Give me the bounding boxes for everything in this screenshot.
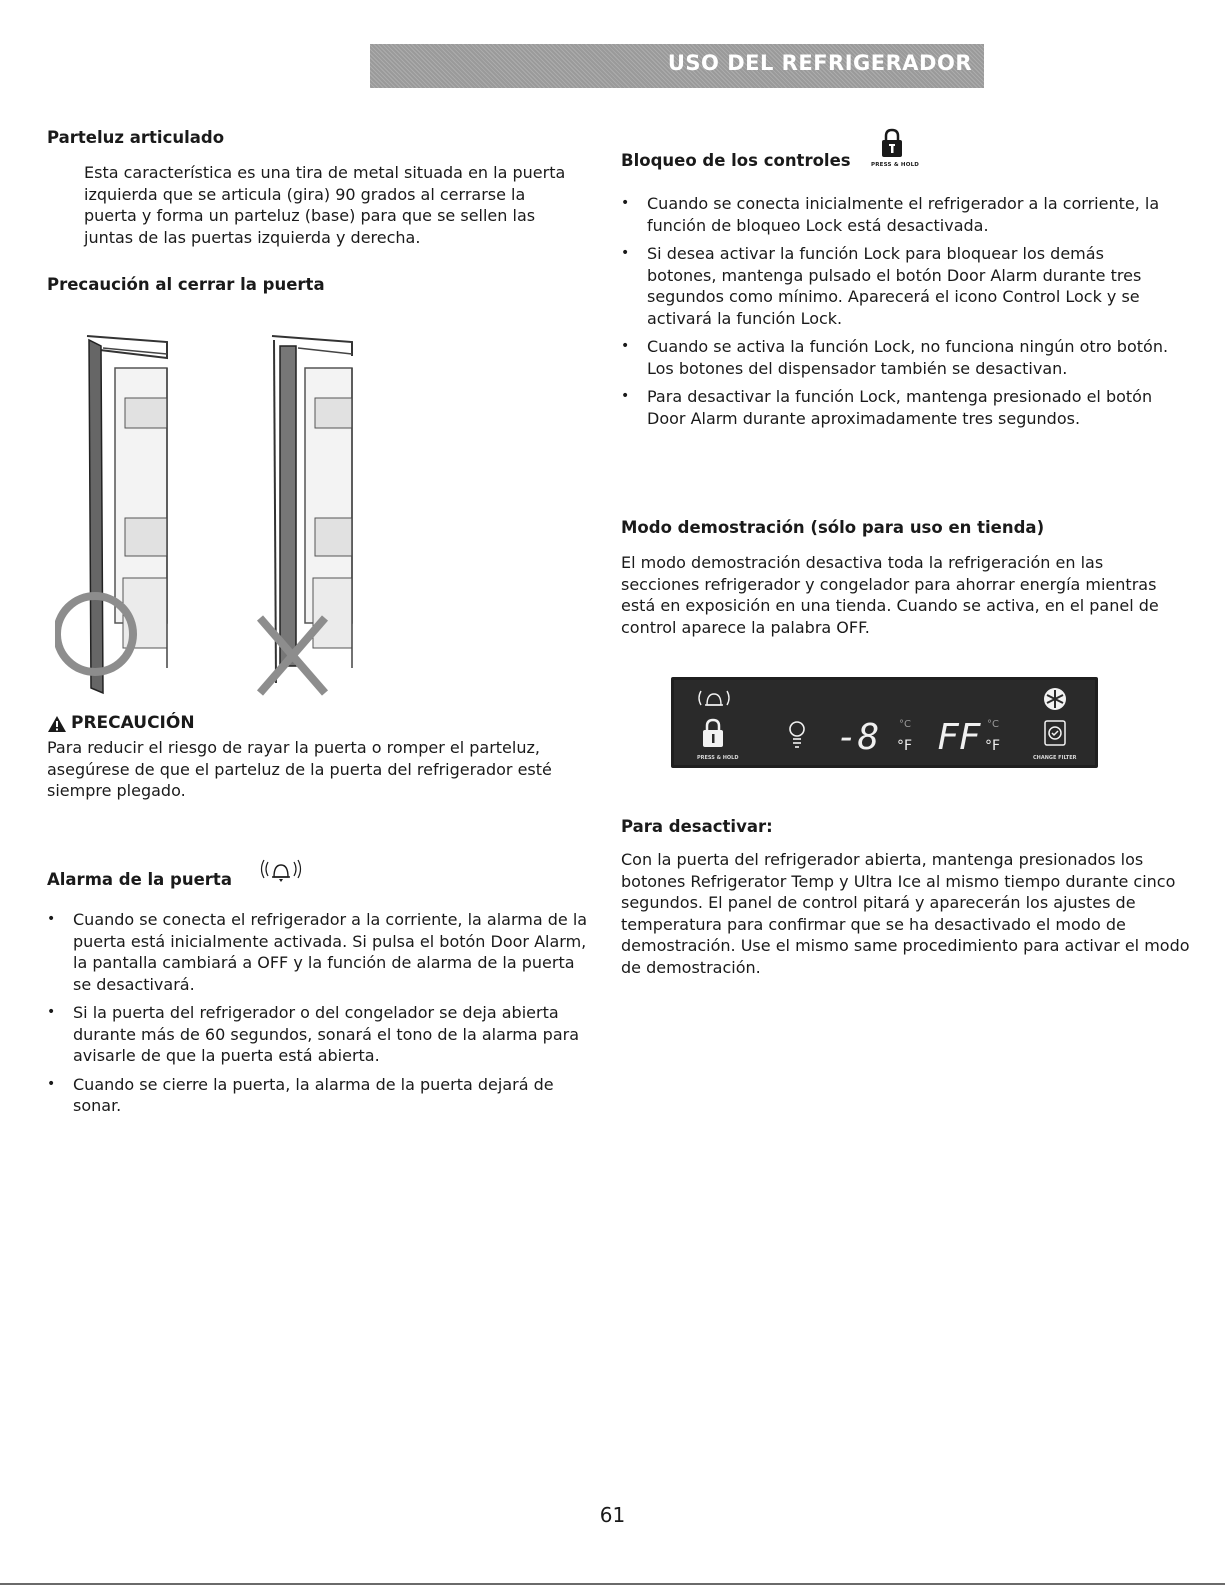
freezer-unit-c: °C [987,719,999,730]
freezer-temp-display: FF [937,717,981,758]
list-item: • Si la puerta del refrigerador o del congelador se deja abierta durante más de 60 segundos, sonará el tono de la alarma para avisarle de que la puerta está abierta. [47,1002,595,1067]
deactivate-body: Con la puerta del refrigerador abierta, mantenga presionados los botones Refrigerator Temp y Ultra Ice al mismo tiempo durante cinco segundos. El panel de control pitará y aparecerán los ajustes de temperatura para confirmar que se ha desactivado el modo de demostración. Use el mismo same procedimiento para activar el modo de demostración. [621,850,1190,977]
list-item: • Para desactivar la función Lock, mantenga presionado el botón Door Alarm durante aproximadamente tres segundos. [621,386,1176,429]
warning-triangle-icon [47,715,67,733]
caution-title: PRECAUCIÓN [71,713,195,733]
door-alarm-heading: Alarma de la puerta [47,870,232,889]
closing-caution-heading: Precaución al cerrar la puerta [47,275,325,294]
section-header-bar [370,44,984,88]
list-item: • Cuando se cierre la puerta, la alarma de la puerta dejará de sonar. [47,1074,595,1117]
control-panel-display [671,677,1098,768]
freezer-unit-f: °F [985,738,1001,754]
fridge-unit-c: °C [899,719,911,730]
ultra-ice-icon [1044,688,1066,710]
list-item: • Cuando se conecta inicialmente el refrigerador a la corriente, la función de bloqueo Lock está desactivada. [621,193,1176,236]
section-title: USO DEL REFRIGERADOR [667,51,972,75]
lock-icon-caption: PRESS & HOLD [871,162,920,168]
list-item: • Cuando se activa la función Lock, no funciona ningún otro botón. Los botones del dispensador también se desactivan. [621,336,1176,379]
page-number: 61 [599,1503,626,1527]
change-filter-label: CHANGE FILTER [1033,755,1077,761]
list-item: • Si desea activar la función Lock para bloquear los demás botones, mantenga pulsado el botón Door Alarm durante tres segundos como mínimo. Aparecerá el icono Control Lock y se activará la función Lock. [621,243,1176,329]
control-lock-heading: Bloqueo de los controles [621,151,851,170]
caution-body: Para reducir el riesgo de rayar la puerta o romper el parteluz, asegúrese de que el parteluz de la puerta del refrigerador esté siempre plegado. [47,738,552,800]
mullion-heading: Parteluz articulado [47,128,225,147]
bell-icon [258,857,304,885]
demo-mode-heading: Modo demostración (sólo para uso en tienda) [621,518,1045,537]
door-alarm-list [47,909,595,1124]
press-hold-label: PRESS & HOLD [697,755,739,761]
list-item: • Cuando se conecta el refrigerador a la corriente, la alarma de la puerta está inicialmente activada. Si pulsa el botón Door Alarm, la pantalla cambiará a OFF y la función de alarma de la puerta se desactivará. [47,909,595,995]
mullion-body: Esta característica es una tira de metal situada en la puerta izquierda que se articula (gira) 90 grados al cerrarse la puerta y forma un parteluz (base) para que se sellen las juntas de las puertas izquierda y derecha. [84,163,566,247]
fridge-temp-display: -8 [836,717,880,758]
door-folded-correct-illustration [55,328,190,708]
lock-icon [880,128,904,158]
control-lock-list [621,193,1176,436]
door-unfolded-incorrect-illustration [250,328,370,708]
deactivate-heading: Para desactivar: [621,817,773,836]
demo-mode-body: El modo demostración desactiva toda la refrigeración en las secciones refrigerador y congelador para ahorrar energía mientras está en exposición en una tienda. Cuando se activa, en el panel de control aparece la palabra OFF. [621,553,1159,637]
fridge-unit-f: °F [897,738,913,754]
